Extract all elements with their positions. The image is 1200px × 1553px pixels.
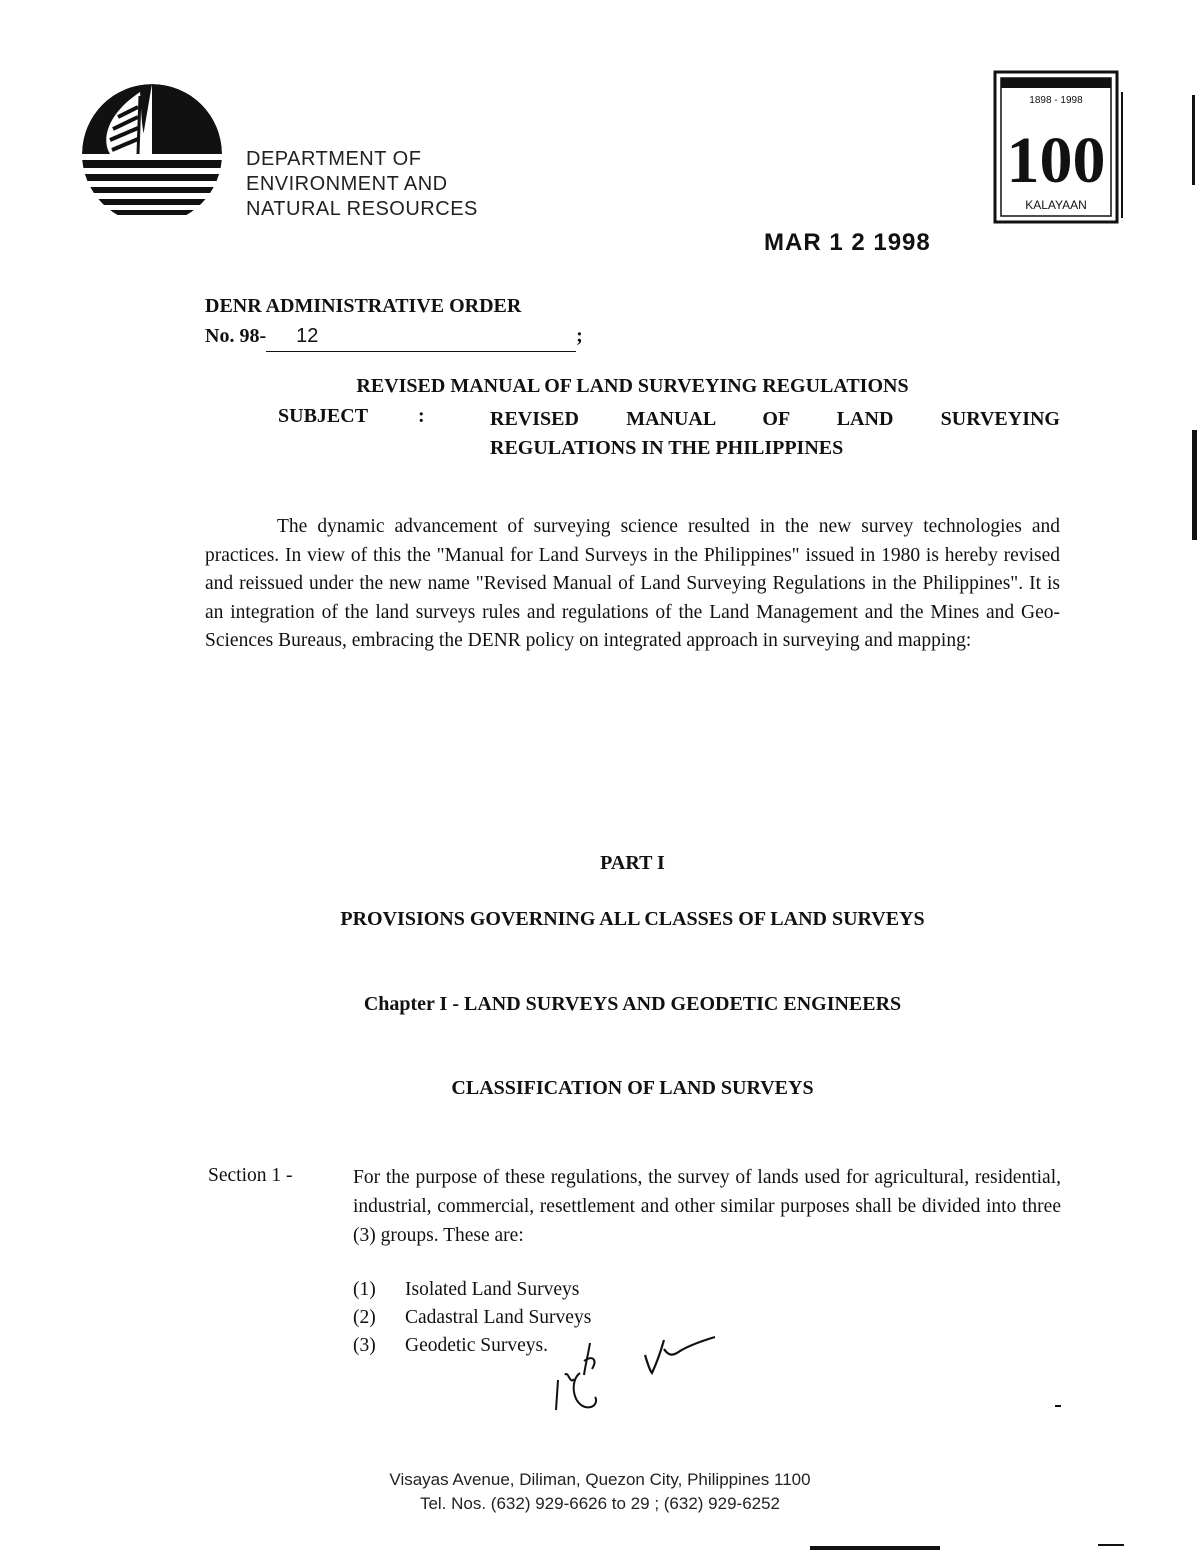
list-item-number: (3) [353, 1335, 376, 1356]
badge-years: 1898 - 1998 [1029, 95, 1083, 106]
classification-heading: CLASSIFICATION OF LAND SURVEYS [451, 1077, 814, 1099]
denr-logo-icon [80, 82, 225, 227]
footer-address-line: Visayas Avenue, Diliman, Quezon City, Philippines 1100 [389, 1470, 811, 1489]
list-item-label: Cadastral Land Surveys [405, 1307, 592, 1328]
agency-name-line-3: NATURAL RESOURCES [246, 198, 478, 220]
scan-edge-mark [1098, 1544, 1124, 1546]
order-title: DENR ADMINISTRATIVE ORDER [205, 295, 522, 317]
scan-edge-mark [1192, 430, 1197, 540]
list-item [353, 1276, 591, 1304]
order-heading [205, 291, 583, 352]
order-number-suffix: ; [576, 325, 583, 347]
order-number-value: 12 [266, 321, 576, 352]
part-heading: PART I [600, 852, 665, 874]
handwritten-initials [540, 1325, 730, 1420]
subject-line-2: REGULATIONS IN THE PHILIPPINES [490, 437, 844, 459]
footer-address [300, 1468, 900, 1516]
badge-number: 100 [1006, 124, 1106, 197]
list-item-number: (2) [353, 1307, 376, 1328]
subject-text [490, 405, 1060, 463]
list-item-number: (1) [353, 1279, 376, 1300]
badge-caption: KALAYAAN [1025, 198, 1087, 212]
list-item-label: Geodetic Surveys. [405, 1335, 548, 1356]
order-number-prefix: No. 98- [205, 325, 267, 347]
subject-label: SUBJECT [278, 405, 369, 427]
agency-name [246, 147, 546, 222]
manual-heading: REVISED MANUAL OF LAND SURVEYING REGULATIONS [356, 375, 909, 397]
subject-line-1: REVISED MANUAL OF LAND SURVEYING [490, 408, 1060, 430]
footer-phone-line: Tel. Nos. (632) 929-6626 to 29 ; (632) 929-6252 [419, 1494, 781, 1513]
agency-name-line-1: DEPARTMENT OF [246, 148, 422, 170]
scan-edge-mark [810, 1546, 940, 1550]
scan-edge-mark [1192, 95, 1195, 185]
section-1-text: For the purpose of these regulations, the survey of lands used for agricultural, residential, industrial, commercial, resettlement and other similar purposes shall be divided into three (3) groups. These are: [353, 1167, 1061, 1246]
list-item-label: Isolated Land Surveys [405, 1279, 580, 1300]
provisions-heading: PROVISIONS GOVERNING ALL CLASSES OF LAND SURVEYS [340, 908, 925, 930]
intro-paragraph: The dynamic advancement of surveying science resulted in the new survey technologies and practices. In view of this the "Manual for Land Surveys in the Philippines" issued in 1980 is hereby revised and reissued under the new name "Revised Manual of Land Surveying Regulations in the Philippines". It is an integration of the land surveys rules and regulations of the Land Management and the Mines and Geo-Sciences Bureaus, embracing the DENR policy on integrated approach in surveying and mapping: [205, 516, 1060, 651]
centennial-seal-icon [993, 70, 1123, 226]
chapter-heading: Chapter I - LAND SURVEYS AND GEODETIC ENGINEERS [363, 993, 902, 1015]
order-number-line [205, 321, 583, 352]
scan-edge-mark [1055, 1405, 1061, 1407]
date-stamp: MAR 1 2 1998 [764, 229, 931, 256]
subject-colon: : [418, 405, 425, 427]
agency-name-line-2: ENVIRONMENT AND [246, 173, 448, 195]
section-1-label: Section 1 - [208, 1165, 293, 1186]
